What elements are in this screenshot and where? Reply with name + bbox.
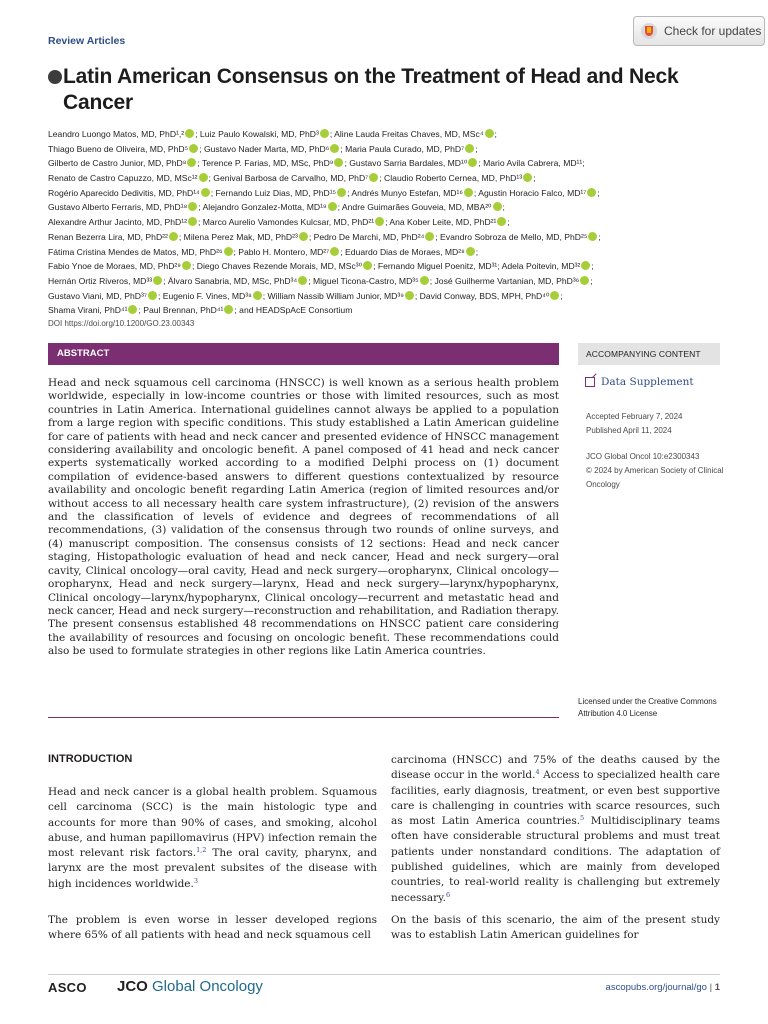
data-supplement-label[interactable]: Data Supplement	[601, 376, 694, 388]
orcid-icon[interactable]	[148, 291, 157, 300]
orcid-icon[interactable]	[224, 305, 233, 314]
orcid-icon[interactable]	[199, 173, 208, 182]
citation-ref[interactable]: 5	[580, 814, 585, 823]
author-line: Gilberto de Castro Junior, MD, PhD⁸ ; Terence P. Farias, MD, MSc, PhD⁹ ; Gustavo Sarria Bardales, MD¹⁰ ; Mario Avila Cabrera, MD¹¹;	[48, 158, 585, 169]
jco-global-oncology-logo: JCO Global Oncology	[117, 978, 263, 995]
doi-link[interactable]: DOI https://doi.org/10.1200/GO.23.00343	[48, 319, 195, 328]
orcid-icon[interactable]	[337, 188, 346, 197]
orcid-icon[interactable]	[128, 305, 137, 314]
orcid-icon[interactable]	[581, 261, 590, 270]
external-link-icon	[585, 377, 595, 387]
section-label: Review Articles	[48, 35, 126, 47]
author-line: Gustavo Alberto Ferraris, MD, PhD¹⁸ ; Alejandro Gonzalez-Motta, MD¹⁹ ; Andre Guimarães Gouveia, MD, MBA²⁰ ;	[48, 202, 505, 213]
orcid-icon[interactable]	[298, 276, 307, 285]
orcid-icon[interactable]	[464, 188, 473, 197]
orcid-icon[interactable]	[328, 202, 337, 211]
updates-icon	[640, 22, 658, 40]
asco-logo: ASCO	[48, 980, 87, 995]
accompanying-content-heading: ACCOMPANYING CONTENT	[578, 343, 720, 365]
orcid-icon[interactable]	[587, 188, 596, 197]
author-line: Leandro Luongo Matos, MD, PhD¹,² ; Luiz Paulo Kowalski, MD, PhD³ ; Aline Lauda Freitas Chaves, MD, MSc⁴ ;	[48, 129, 497, 139]
copyright: © 2024 by American Society of Clinical Oncology	[586, 466, 724, 490]
orcid-icon[interactable]	[169, 232, 178, 241]
author-line: Fátima Cristina Mendes de Matos, MD, PhD²⁶ ; Pablo H. Montero, MD²⁷ ; Eduardo Dias de Moraes, MD²⁸ ;	[48, 246, 479, 257]
author-line: Thiago Bueno de Oliveira, MD, PhD⁵ ; Gustavo Nader Marta, MD, PhD⁶ ; Maria Paula Curado, MD, PhD⁷ ;	[48, 143, 478, 154]
author-line: Renan Bezerra Lira, MD, PhD²² ; Milena Perez Mak, MD, PhD²³ ; Pedro De Marchi, MD, PhD²⁴ ; Evandro Sobroza de Mello, MD, PhD²⁵ ;	[48, 231, 601, 242]
page-number: 1	[714, 982, 720, 993]
author-line: Shama Virani, PhD⁴¹ ; Paul Brennan, PhD⁴¹ ; and HEADSpAcE Consortium	[48, 305, 353, 316]
check-for-updates-button[interactable]	[633, 16, 765, 46]
updates-label: Check for updates	[664, 24, 762, 38]
orcid-icon[interactable]	[588, 232, 597, 241]
orcid-icon[interactable]	[188, 202, 197, 211]
orcid-icon[interactable]	[375, 217, 384, 226]
orcid-icon[interactable]	[497, 217, 506, 226]
orcid-icon[interactable]	[420, 276, 429, 285]
orcid-icon[interactable]	[224, 247, 233, 256]
accepted-date: Accepted February 7, 2024	[586, 412, 683, 421]
orcid-icon[interactable]	[299, 232, 308, 241]
footer-separator: |	[709, 982, 713, 993]
orcid-icon[interactable]	[201, 188, 210, 197]
orcid-icon[interactable]	[580, 276, 589, 285]
orcid-icon[interactable]	[253, 291, 262, 300]
orcid-icon[interactable]	[550, 291, 559, 300]
orcid-icon[interactable]	[465, 144, 474, 153]
footer-pagination	[606, 982, 720, 993]
orcid-icon[interactable]	[330, 144, 339, 153]
author-line: Alexandre Arthur Jacinto, MD, PhD¹² ; Marco Aurelio Vamondes Kulcsar, MD, PhD²¹ ; Ana Kober Leite, MD, PhD²¹ ;	[48, 217, 510, 228]
citation-ref[interactable]: 1,2	[196, 846, 207, 855]
orcid-icon[interactable]	[468, 158, 477, 167]
orcid-icon[interactable]	[425, 232, 434, 241]
intro-paragraph-2: The problem is even worse in lesser developed regions where 65% of all patients with head and neck squamous cell	[48, 914, 377, 942]
orcid-icon[interactable]	[405, 291, 414, 300]
orcid-icon[interactable]	[330, 247, 339, 256]
author-line: Hernán Ortiz Riveros, MD³³ ; Álvaro Sanabria, MD, MSc, PhD³⁴ ; Miguel Ticona-Castro, MD³⁵ ; José Guilherme Vartanian, MD, PhD³⁶ ;	[48, 275, 593, 286]
article-title: Latin American Consensus on the Treatment of Head and Neck Cancer	[63, 65, 679, 114]
intro-paragraph-3: On the basis of this scenario, the aim of the present study was to establish Latin American guidelines for	[391, 914, 720, 942]
abstract-text: Head and neck squamous cell carcinoma (HNSCC) is well known as a serious health problem worldwide, especially in low-income countries or those with limited resources, such as most countries in Latin America. International guidelines cannot always be applied to a population from a large region with specific conditions. This study established a Latin American guideline for care of patients with head and neck cancer and presented evidence of HNSCC management considering availability and oncologic benefit. A panel composed of 41 head and neck cancer experts systematically worked according to a modified Delphi process on (1) document compilation of evidence-based answers to different questions contextualized by resource availability and oncologic benefit regarding Latin America (region of limited resources and/or without access to all necessary health care system infrastructure), (2) revision of the answers and the classification of levels of evidence and degrees of recommendations of all recommendations, (3) validation of the consensus through two rounds of online surveys, and (4) manuscript composition. The consensus consists of 12 sections: Head and neck cancer staging, Histopathologic evaluation of head and neck cancer, Head and neck surgery—oral cavity, Clinical oncology—oral cavity, Head and neck surgery—oropharynx, Clinical oncology—oropharynx, Head and neck surgery—larynx, Head and neck surgery—larynx/hypopharynx, Clinical oncology—larynx/hypopharynx, Clinical oncology—recurrent and metastatic head and neck cancer, Head and neck surgery—reconstruction and rehabilitation, and Radiation therapy. The present consensus established 48 recommendations on HNSCC patient care considering the availability of resources and focusing on oncologic benefit. These recommendations could also be used to formulate strategies in other regions like Latin America countries.	[48, 377, 559, 658]
journal-url-link[interactable]: ascopubs.org/journal/go	[605, 982, 707, 993]
orcid-icon[interactable]	[189, 144, 198, 153]
author-line: Fabio Ynoe de Moraes, MD, PhD²⁹ ; Diego Chaves Rezende Morais, MD, MSc³⁰ ; Fernando Miguel Poenitz, MD³¹; Adela Poitevin, MD³² ;	[48, 261, 594, 272]
author-line: Gustavo Viani, MD, PhD³⁷ ; Eugenio F. Vines, MD³⁸ ; William Nassib William Junior, MD³⁹ ; David Conway, BDS, MPH, PhD⁴⁰ ;	[48, 290, 563, 301]
orcid-icon[interactable]	[523, 173, 532, 182]
data-supplement-link[interactable]	[585, 376, 694, 388]
footer-divider	[48, 974, 720, 975]
author-line: Rogério Aparecido Dedivitis, MD, PhD¹⁴ ; Fernando Luiz Dias, MD, PhD¹⁵ ; Andrés Munyo Estefan, MD¹⁶ ; Agustin Horacio Falco, MD¹⁷ ;	[48, 187, 600, 198]
author-line: Renato de Castro Capuzzo, MD, MSc¹² ; Genival Barbosa de Carvalho, MD, PhD⁷ ; Claudio Roberto Cernea, MD, PhD¹³ ;	[48, 173, 536, 184]
orcid-icon[interactable]	[493, 202, 502, 211]
orcid-icon[interactable]	[153, 276, 162, 285]
open-access-icon	[48, 70, 62, 84]
orcid-icon[interactable]	[363, 261, 372, 270]
orcid-icon[interactable]	[188, 217, 197, 226]
abstract-divider	[48, 717, 559, 718]
abstract-heading: ABSTRACT	[48, 343, 559, 365]
author-list	[48, 127, 728, 318]
orcid-icon[interactable]	[485, 129, 494, 138]
license-note: Licensed under the Creative Commons Attribution 4.0 License	[578, 697, 717, 718]
published-date: Published April 11, 2024	[586, 426, 672, 435]
orcid-icon[interactable]	[466, 247, 475, 256]
orcid-icon[interactable]	[320, 129, 329, 138]
orcid-icon[interactable]	[187, 158, 196, 167]
introduction-heading: INTRODUCTION	[48, 753, 133, 765]
article-title-block	[48, 64, 728, 116]
intro-paragraph-2-continued: carcinoma (HNSCC) and 75% of the deaths caused by the disease occur in the world.$^4$ Access to specialized health care facilities, early diagnosis, treatment, or even best supportive care is challenging in countries with scarce resources, such as most Latin America countries.$^5$ Multidisciplinary teams often have considerable structural problems and must treat patients under nonstandard conditions. The adaptation of published guidelines, which are mainly from developed countries, to real-world reality is challenging but extremely necessary.$^6$	[391, 754, 720, 904]
orcid-icon[interactable]	[185, 129, 194, 138]
journal-reference: JCO Global Oncol 10:e2300343	[586, 452, 700, 461]
orcid-icon[interactable]	[182, 261, 191, 270]
intro-paragraph-1: Head and neck cancer is a global health problem. Squamous cell carcinoma (SCC) is the main histologic type and accounts for more than 90% of cases, and smoking, alcohol abuse, and human papillomavirus (HPV) infection remain the most relevant risk factors.$^{1,2}$ The oral cavity, pharynx, and larynx are the most prevalent subsites of the disease with high incidences worldwide.$^3$	[48, 786, 377, 890]
citation-ref[interactable]: 4	[535, 768, 540, 777]
orcid-icon[interactable]	[369, 173, 378, 182]
citation-ref[interactable]: 6	[446, 890, 451, 899]
orcid-icon[interactable]	[334, 158, 343, 167]
citation-ref[interactable]: 3	[193, 876, 198, 885]
